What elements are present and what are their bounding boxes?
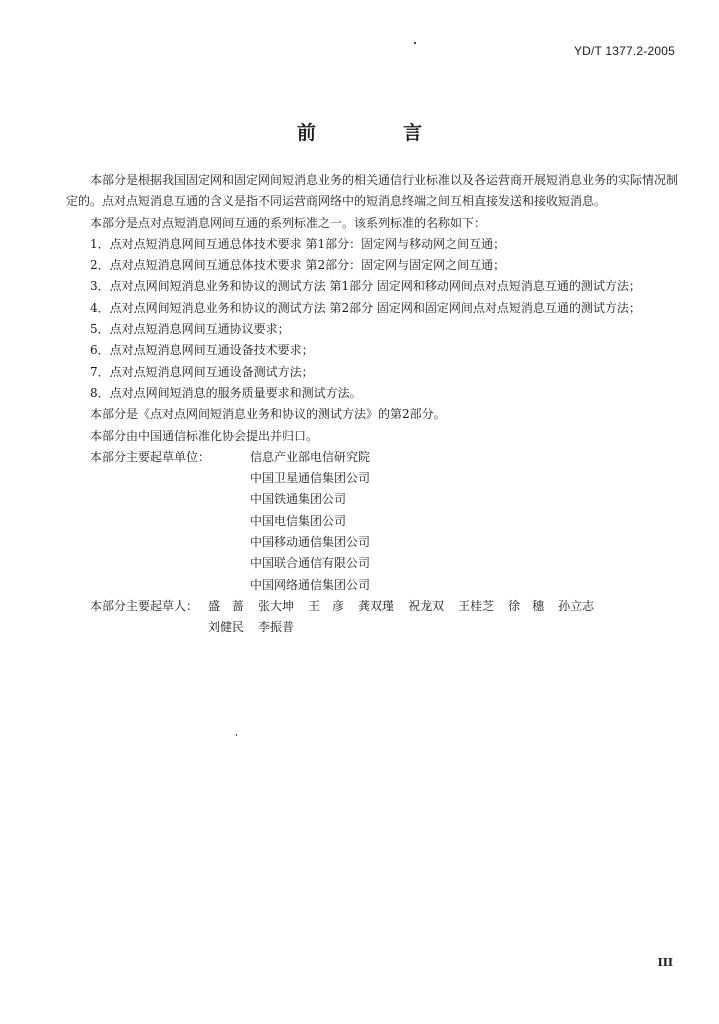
proposer-statement: 本部分由中国通信标准化协会提出并归口。 <box>90 428 319 443</box>
scan-speck <box>414 42 416 44</box>
drafter-name: 刘健民 <box>208 620 245 635</box>
list-item: 4．点对点网间短消息业务和协议的测试方法 第2部分 固定网和固定网间点对点短消息互通的测试方法； <box>90 300 641 315</box>
drafter-name: 孙立志 <box>558 598 595 613</box>
drafter-name: 李振普 <box>258 620 295 635</box>
drafter-name: 王桂芝 <box>458 598 495 613</box>
list-item: 8．点对点网间短消息的服务质量要求和测试方法。 <box>90 385 362 400</box>
drafting-unit: 信息产业部电信研究院 <box>250 449 371 464</box>
drafters-block <box>66 596 678 639</box>
drafting-units-block <box>66 447 678 596</box>
list-item: 7．点对点短消息网间互通设备测试方法； <box>90 364 314 379</box>
standard-number: YD/T 1377.2-2005 <box>573 44 675 58</box>
drafters-label: 本部分主要起草人： <box>90 598 199 613</box>
series-intro-paragraph: 本部分是点对点短消息网间互通的系列标准之一。该系列标准的名称如下： <box>90 215 487 230</box>
document-body <box>66 170 678 639</box>
drafting-unit: 中国移动通信集团公司 <box>250 535 371 550</box>
intro-paragraph: 本部分是根据我国固定网和固定网间短消息业务的相关通信行业标准以及各运营商开展短消息业务的实际情况制定的。点对点短消息互通的含义是指不同运营商网络中的短消息终端之间互相直接发送和接收短消息。 <box>66 173 679 209</box>
drafting-unit: 中国网络通信集团公司 <box>250 577 371 592</box>
drafter-name: 盛 蔷 <box>208 598 245 613</box>
drafter-name: 徐 穗 <box>508 598 545 613</box>
list-item: 3．点对点网间短消息业务和协议的测试方法 第1部分 固定网和移动网间点对点短消息互通的测试方法； <box>90 279 641 294</box>
page-number: III <box>657 956 673 969</box>
list-item: 6．点对点短消息网间互通设备技术要求； <box>90 343 314 358</box>
drafting-unit: 中国卫星通信集团公司 <box>250 471 371 486</box>
drafter-name: 祝龙双 <box>408 598 445 613</box>
part-statement: 本部分是《点对点网间短消息业务和协议的测试方法》的第2部分。 <box>90 407 446 422</box>
page-title: 前 言 <box>296 122 456 144</box>
drafter-name: 龚双瑾 <box>358 598 395 613</box>
list-item: 2．点对点短消息网间互通总体技术要求 第2部分：固定网与固定网之间互通； <box>90 258 506 273</box>
drafting-units-label: 本部分主要起草单位： <box>90 449 211 464</box>
drafter-name: 张大坤 <box>258 598 295 613</box>
drafting-unit: 中国电信集团公司 <box>250 513 347 528</box>
scan-speck <box>236 734 237 736</box>
list-item: 1．点对点短消息网间互通总体技术要求 第1部分：固定网与移动网之间互通； <box>90 236 506 251</box>
drafting-unit: 中国联合通信有限公司 <box>250 556 371 571</box>
drafter-name: 王 彦 <box>308 598 345 613</box>
list-item: 5．点对点短消息网间互通协议要求； <box>90 322 290 337</box>
drafting-unit: 中国铁通集团公司 <box>250 492 347 507</box>
